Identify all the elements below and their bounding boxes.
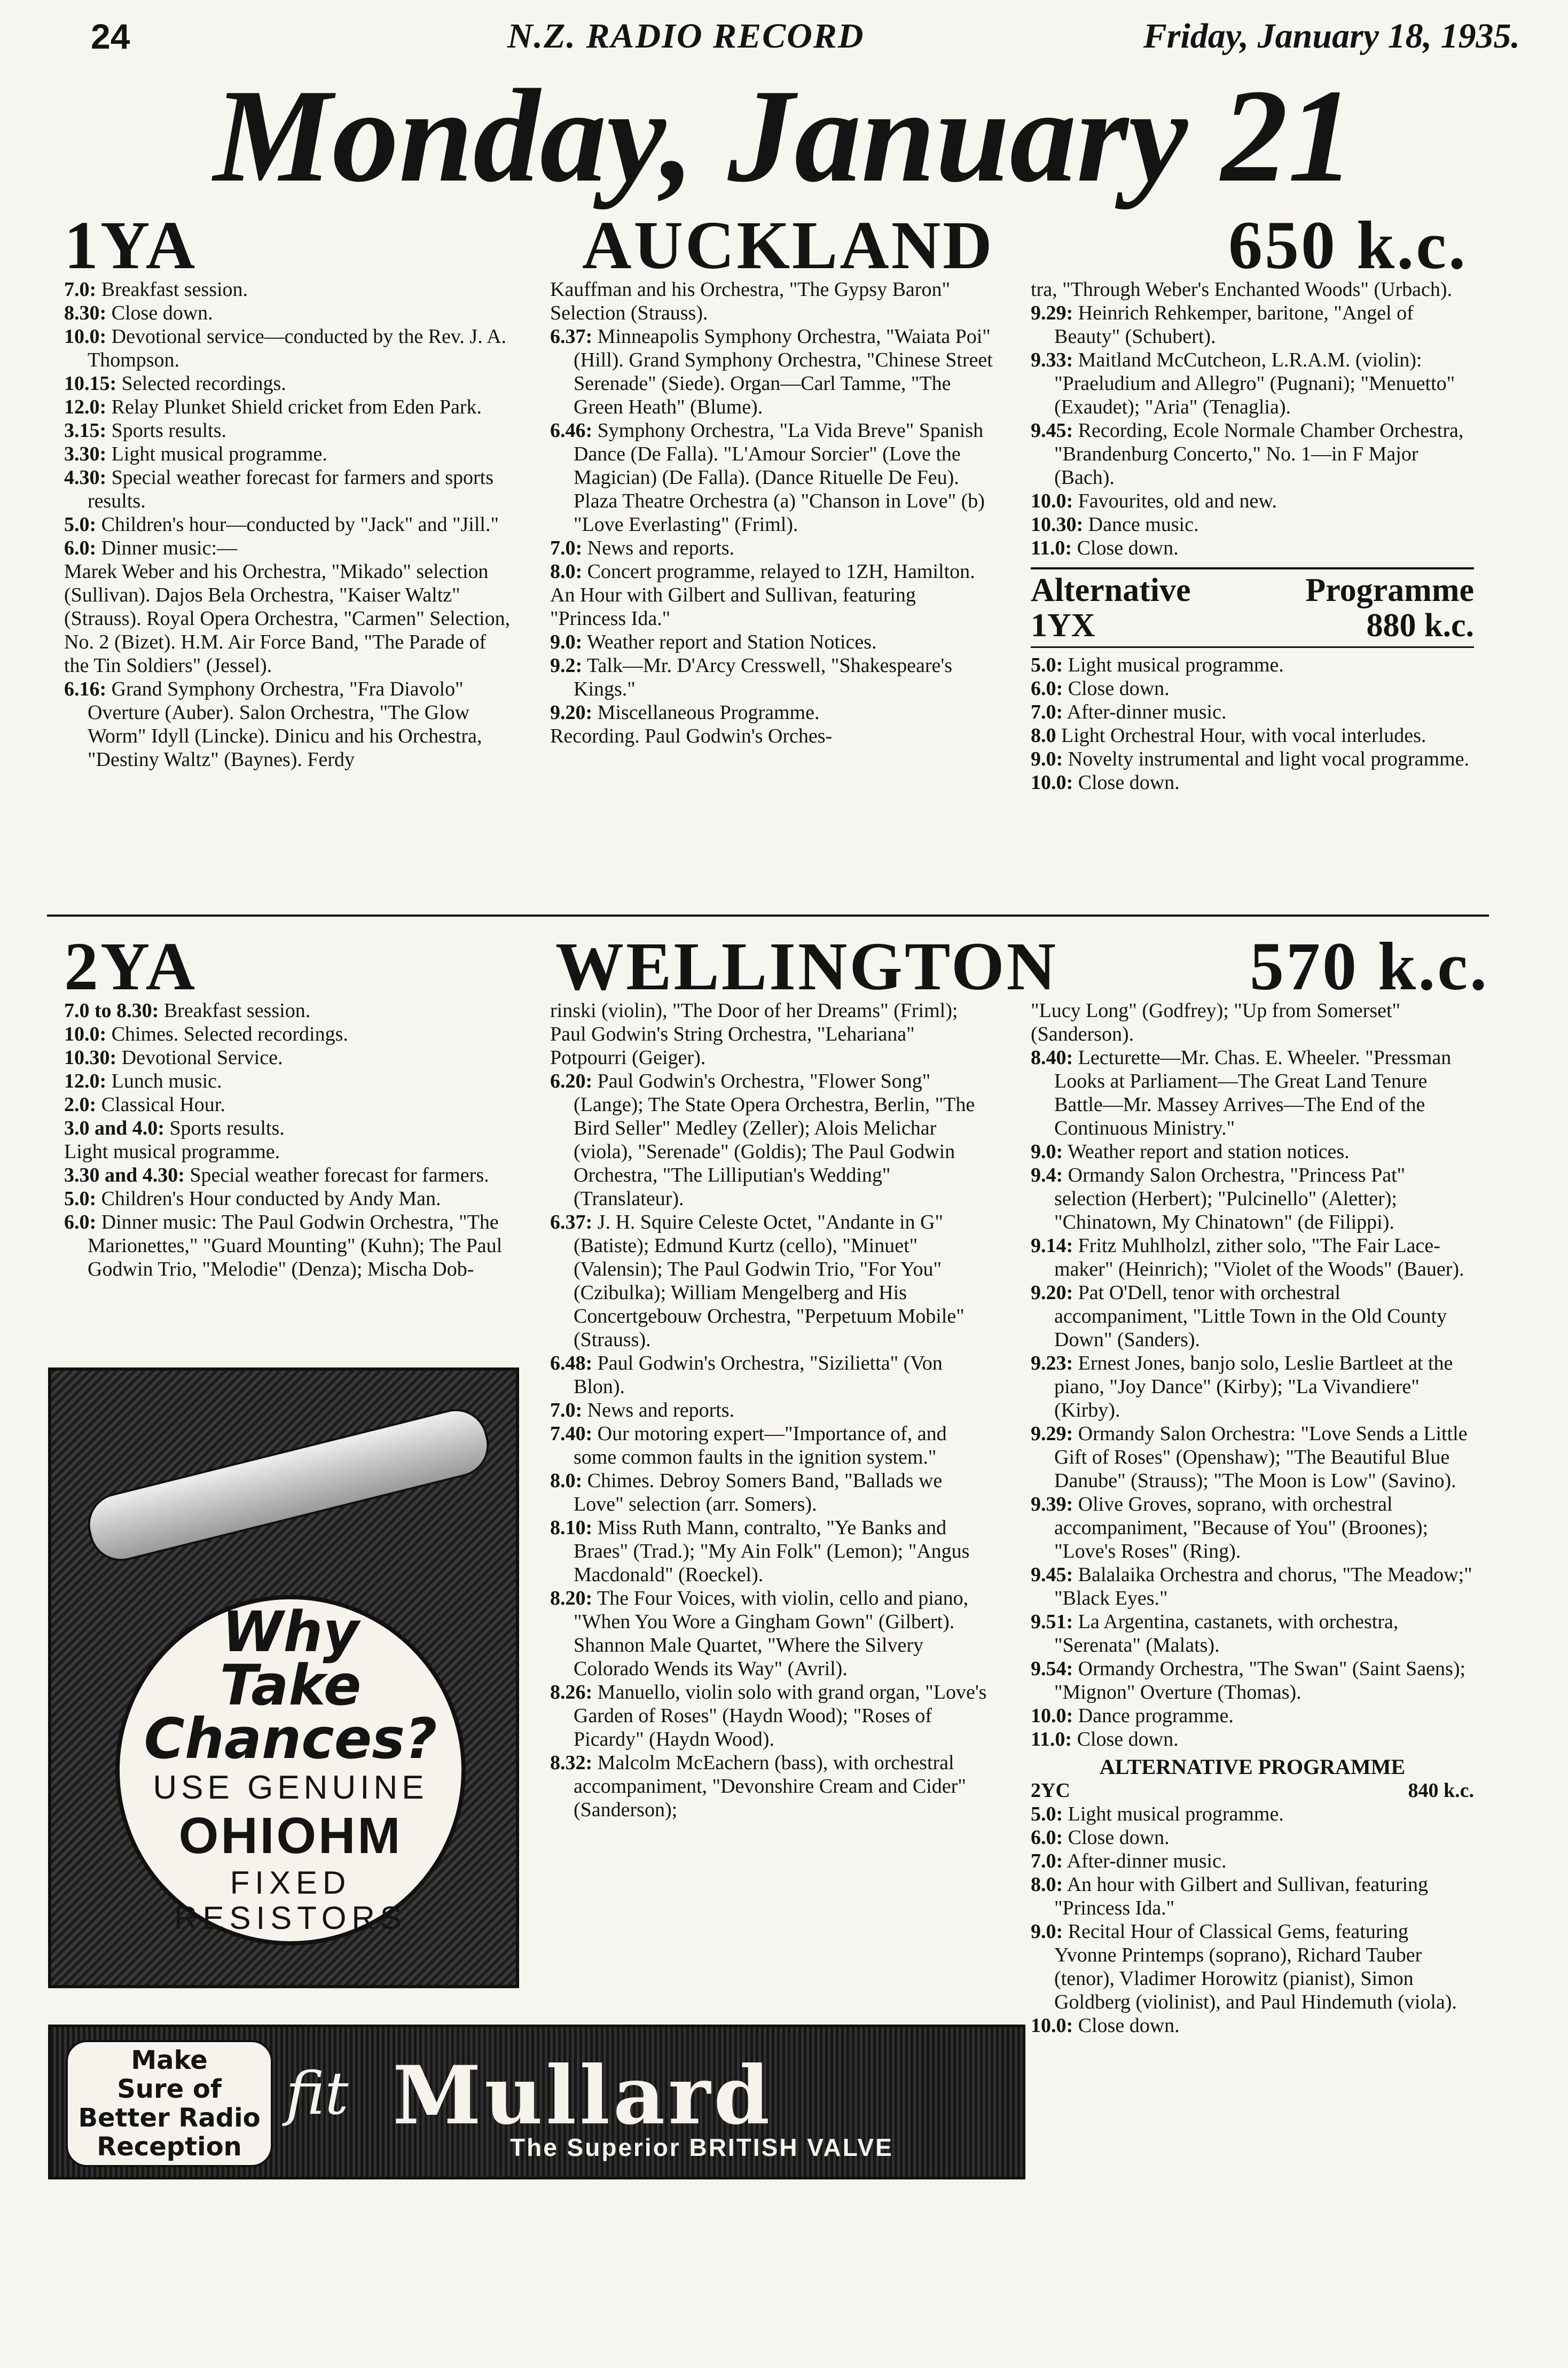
station-freq-2ya: 570 k.c. [1250,928,1489,1004]
programme-entry [1031,1163,1474,1234]
programme-entry [1031,1657,1474,1704]
programme-entry [64,1210,513,1281]
programme-entry [550,630,993,654]
programme-entry [550,1422,993,1469]
programme-entry [550,1210,993,1351]
programme-entry [1031,489,1474,513]
wellington-column-3 [1031,999,1474,2281]
entry-text: Marek Weber and his Orchestra, "Mikado" selection (Sullivan). Dajos Bela Orchestra, "Kaiser Waltz" (Strauss). Royal Opera Orchestra, "Carmen" Selection, No. 2 (Bizet). H.M. Air Force Band, "The Parade of the Tin Soldiers" (Jessel). [64,560,511,677]
entry-text: Breakfast session. [163,999,311,1022]
entry-time: 4.30: [64,466,107,489]
programme-entry [550,1516,993,1587]
slogan-line-1: Make [131,2045,208,2075]
entry-time: 9.14: [1031,1234,1073,1257]
entry-text: Pat O'Dell, tenor with orchestral accompaniment, "Little Town in the Old County Down" (Sanders). [1054,1281,1447,1351]
alt-label-programme: Programme [1305,572,1474,608]
entry-text: Maitland McCutcheon, L.R.A.M. (violin): "Praeludium and Allegro" (Pugnani); "Menuetto" (Exaudet); "Aria" (Tenaglia). [1054,349,1455,418]
entry-text: Weather report and Station Notices. [586,631,877,653]
entry-text: Devotional Service. [121,1046,283,1069]
programme-entry [1031,771,1474,794]
ad-headline-chances: Take Chances? [144,1652,437,1771]
programme-entry [64,1140,513,1163]
entry-time: 7.0: [1031,701,1063,723]
slogan-line-3: Better Radio [78,2103,261,2133]
programme-entry [550,1751,993,1822]
programme-entry [64,395,513,419]
entry-text: Dinner music: The Paul Godwin Orchestra, "The Marionettes," "Guard Mounting" (Kuhn); The Paul Godwin Trio, "Melodie" (Denza); Mischa Dob- [88,1211,503,1280]
entry-text: Novelty instrumental and light vocal programme. [1068,748,1470,770]
entry-text: Lunch music. [111,1070,222,1092]
programme-entry [1031,1849,1474,1873]
programme-entry [550,536,993,560]
station-call-1ya: 1YA [64,207,198,283]
ad-use-genuine: USE GENUINE [153,1769,428,1806]
entry-text: Paul Godwin's Orchestra, "Flower Song" (Lange); The State Opera Orchestra, Berlin, "The Bird Seller" Medley (Zeller); Alois Melichar (viola), "Serenade" (Goldis); The Paul Godwin Orchestra, "The Lilliputian's Wedding" (Translateur). [574,1070,975,1210]
auckland-column-1 [64,278,513,913]
entry-time: 6.48: [550,1352,593,1374]
programme-entry [1031,747,1474,771]
programme-entry [1031,1281,1474,1351]
entry-time: 8.10: [550,1517,593,1539]
programme-entry [1031,1704,1474,1728]
entry-time: 8.0 [1031,724,1056,747]
programme-entry [1031,278,1474,301]
programme-entry [1031,2014,1474,2037]
entry-text: Heinrich Rehkemper, baritone, "Angel of Beauty" (Schubert). [1054,302,1414,348]
station-call-2ya: 2YA [64,928,198,1004]
mullard-tagline: The Superior BRITISH VALVE [510,2133,893,2161]
entry-text: Light musical programme. [1068,1803,1284,1825]
entry-text: After-dinner music. [1067,1850,1227,1872]
entry-time: 9.33: [1031,349,1073,371]
entry-text: Manuello, violin solo with grand organ, "Love's Garden of Roses" (Haydn Wood); "Roses of Picardy" (Haydn Wood). [574,1681,987,1750]
programme-entry [1031,999,1474,1046]
programme-entry [64,1187,513,1210]
entry-text: J. H. Squire Celeste Octet, "Andante in G" (Batiste); Edmund Kurtz (cello), "Minuet" (Valensin); The Paul Godwin Trio, "For You" (Czibulka); William Mengelberg and His Concertgebouw Orchestra, "Perpetuum Mobile" (Strauss). [574,1211,965,1351]
entry-time: 9.4: [1031,1164,1063,1186]
programme-entry [64,560,513,677]
programme-entry [550,1069,993,1210]
entry-text: News and reports. [587,1399,735,1421]
programme-entry [1031,1826,1474,1849]
entry-time: 8.0: [550,560,583,583]
entry-time: 10.30: [64,1046,117,1069]
entry-text: Miscellaneous Programme. [597,701,820,724]
entry-text: Sports results. [169,1117,285,1139]
entry-text: Ormandy Salon Orchestra: "Love Sends a Little Gift of Roses" (Openshaw); "The Beautiful Blue Danube" (Strauss); "The Moon is Low" (Savino). [1054,1423,1468,1492]
page-number: 24 [91,17,130,56]
programme-entry [550,1469,993,1516]
entry-time: 8.30: [64,302,107,324]
entry-time: 9.29: [1031,1423,1073,1445]
entry-text: Olive Groves, soprano, with orchestral accompaniment, "Because of You" (Broones); "Love's Roses" (Ring). [1054,1493,1429,1562]
programme-entry [64,278,513,301]
programme-entry [1031,1422,1474,1492]
entry-text: Weather report and station notices. [1067,1140,1350,1163]
entry-text: Recital Hour of Classical Gems, featuring Yvonne Printemps (soprano), Richard Tauber (tenor), Vladimer Horowitz (pianist), Simon Goldberg (violinist), and Paul Hindemuth (viola). [1054,1920,1457,2013]
entry-text: Special weather forecast for farmers. [190,1164,489,1186]
programme-entry [64,1163,513,1187]
entry-time: 10.0: [64,1023,107,1045]
entry-time: 10.0: [1031,771,1073,794]
entry-time: 11.0: [1031,537,1072,559]
programme-entry [64,1069,513,1093]
entry-text: Selected recordings. [121,372,286,395]
entry-text: An Hour with Gilbert and Sullivan, featuring "Princess Ida." [550,584,916,630]
programme-entry [550,724,993,748]
entry-text: Light musical programme. [111,443,327,465]
entry-text: Close down. [1068,677,1170,700]
entry-time: 7.0: [1031,1850,1063,1872]
entry-time: 11.0: [1031,1728,1072,1750]
resistor-illustration [81,1402,496,1568]
entry-time: 8.26: [550,1681,593,1703]
entry-text: Symphony Orchestra, "La Vida Breve" Spanish Dance (De Falla). "L'Amour Sorcier" (Love the Magician) (De Falla). (Dance Rituelle De Feu). Plaza Theatre Orchestra (a) "Chanson in Love" (b) "Love Everlasting" (Friml). [574,419,985,536]
entry-time: 9.23: [1031,1352,1073,1374]
entry-time: 6.46: [550,419,593,442]
entry-text: Close down. [1068,1826,1170,1849]
entry-time: 5.0: [1031,654,1063,676]
entry-text: rinski (violin), "The Door of her Dreams" (Friml); Paul Godwin's String Orchestra, "Lehariana" Potpourri (Geiger). [550,999,958,1069]
entry-time: 9.29: [1031,302,1073,324]
entry-time: 3.30: [64,443,107,465]
alternative-programme-heading: ALTERNATIVE PROGRAMME [1099,1755,1406,1779]
programme-entry [1031,1563,1474,1610]
entry-time: 7.0: [550,537,583,559]
programme-entry [1031,1234,1474,1281]
programme-entry [1031,419,1474,489]
alt-freq-1yx: 880 k.c. [1366,607,1474,644]
entry-text: Talk—Mr. D'Arcy Cresswell, "Shakespeare's Kings." [574,654,952,700]
entry-time: 7.40: [550,1423,593,1445]
programme-entry [1031,653,1474,677]
entry-text: Close down. [1077,1728,1179,1750]
entry-text: Devotional service—conducted by the Rev. J. A. Thompson. [88,325,507,371]
programme-entry [64,536,513,560]
entry-time: 6.37: [550,1211,593,1233]
alt-freq-2yc: 840 k.c. [1408,1779,1474,1802]
entry-text: After-dinner music. [1067,701,1227,723]
entry-time: 10.30: [1031,513,1084,536]
entry-text: La Argentina, castanets, with orchestra, "Serenata" (Malats). [1054,1611,1399,1656]
entry-text: Paul Godwin's Orchestra, "Sizilietta" (Von Blon). [574,1352,943,1398]
programme-entry [550,654,993,701]
station-city-auckland: AUCKLAND [582,207,994,283]
alternative-programme-1yx [1031,567,1474,648]
programme-entry [64,1093,513,1116]
programme-entry [1031,1610,1474,1657]
ad-headline-why: Why [222,1599,359,1664]
alt-call-2yc: 2YC [1031,1779,1070,1802]
entry-time: 12.0: [64,1070,107,1092]
entry-time: 9.51: [1031,1611,1073,1633]
programme-entry [64,1022,513,1046]
programme-entry [1031,700,1474,724]
entry-text: Balalaika Orchestra and chorus, "The Meadow;" "Black Eyes." [1054,1564,1472,1609]
entry-time: 9.39: [1031,1493,1073,1515]
programme-entry [1031,536,1474,560]
entry-time: 5.0: [1031,1803,1063,1825]
entry-time: 3.15: [64,419,107,442]
entry-time: 9.20: [550,701,593,724]
programme-entry [64,1046,513,1069]
entry-time: 7.0 to 8.30: [64,999,159,1022]
entry-time: 6.0: [64,1211,97,1233]
entry-text: Ormandy Salon Orchestra, "Princess Pat" selection (Herbert); "Pulcinello" (Aletter); "Chinatown, My Chinatown" (de Filippi). [1054,1164,1406,1233]
entry-text: Recording, Ecole Normale Chamber Orchestra, "Brandenburg Concerto," No. 1—in F Major (Bach). [1054,419,1464,489]
entry-text: Dance programme. [1078,1705,1234,1727]
alt-label: Alternative [1031,572,1191,608]
entry-time: 2.0: [64,1093,97,1116]
entry-text: Breakfast session. [101,278,248,301]
entry-text: Ormandy Orchestra, "The Swan" (Saint Saens); "Mignon" Overture (Thomas). [1054,1658,1466,1703]
entry-time: 6.16: [64,678,107,700]
entry-text: Miss Ruth Mann, contralto, "Ye Banks and Braes" (Trad.); "My Ain Folk" (Lemon); "Angus Macdonald" (Roeckel). [574,1517,970,1586]
entry-text: Kauffman and his Orchestra, "The Gypsy Baron" Selection (Strauss). [550,278,950,324]
entry-time: 6.0: [1031,1826,1063,1849]
entry-text: Children's hour—conducted by "Jack" and "Jill." [101,513,499,536]
programme-entry [550,1587,993,1681]
entry-text: Close down. [1078,771,1180,794]
entry-time: 9.45: [1031,419,1073,442]
entry-time: 6.20: [550,1070,593,1092]
entry-text: tra, "Through Weber's Enchanted Woods" (Urbach). [1031,278,1453,301]
programme-entry [550,583,993,630]
programme-entry [1031,1140,1474,1163]
programme-entry [1031,1920,1474,2014]
entry-text: News and reports. [587,537,735,559]
publication-name: N.Z. RADIO RECORD [507,17,865,56]
entry-text: Chimes. Selected recordings. [111,1023,348,1045]
entry-text: Light Orchestral Hour, with vocal interludes. [1061,724,1426,747]
station-city-wellington: WELLINGTON [555,928,1058,1004]
entry-time: 8.40: [1031,1046,1073,1069]
entry-text: Children's Hour conducted by Andy Man. [101,1187,441,1210]
programme-entry [64,372,513,395]
entry-text: Minneapolis Symphony Orchestra, "Waiata Poi" (Hill). Grand Symphony Orchestra, "Chinese Street Serenade" (Siede). Organ—Carl Tamme, "The Green Heath" (Blume). [574,325,993,418]
programme-entry [1031,1873,1474,1920]
mullard-logo: Mullard [393,2049,773,2143]
entry-time: 12.0: [64,396,107,418]
entry-text: Ernest Jones, banjo solo, Leslie Bartleet at the piano, "Joy Dance" (Kirby); "La Vivandiere" (Kirby). [1054,1352,1453,1421]
entry-time: 9.54: [1031,1658,1073,1680]
programme-entry [1031,677,1474,700]
programme-entry [1031,301,1474,348]
entry-time: 9.0: [550,631,583,653]
programme-entry [64,1116,513,1140]
entry-time: 8.20: [550,1587,593,1609]
programme-entry [64,677,513,771]
entry-time: 10.0: [64,325,107,348]
entry-time: 9.45: [1031,1564,1073,1586]
entry-text: Light musical programme. [64,1140,280,1163]
entry-text: Malcolm McEachern (bass), with orchestral accompaniment, "Devonshire Cream and Cider" (Sanderson); [574,1752,966,1821]
entry-text: Recording. Paul Godwin's Orches- [550,725,833,747]
programme-entry [1031,1728,1474,1751]
mullard-slogan [66,2040,273,2167]
issue-date: Friday, January 18, 1935. [1143,17,1520,56]
ad-circle [115,1595,466,1945]
entry-time: 10.0: [1031,1705,1073,1727]
entry-text: Special weather forecast for farmers and sports results. [88,466,494,512]
programme-entry [550,1681,993,1751]
programme-entry [64,301,513,325]
programme-entry [550,325,993,419]
entry-text: Lecturette—Mr. Chas. E. Wheeler. "Pressman Looks at Parliament—The Great Land Tenure Battle—Mr. Massey Arrives—The End of the Continuous Ministry." [1054,1046,1452,1139]
entry-time: 9.20: [1031,1281,1073,1304]
programme-entry [550,999,993,1069]
entry-time: 8.32: [550,1752,593,1774]
entry-time: 8.0: [550,1470,583,1492]
programme-entry [64,325,513,372]
entry-time: 7.0: [550,1399,583,1421]
programme-entry [64,999,513,1022]
entry-time: 10.0: [1031,2014,1073,2037]
programme-entry [64,513,513,536]
ad-fixed: FIXED [230,1864,351,1901]
programme-entry [1031,513,1474,536]
entry-time: 5.0: [64,1187,97,1210]
entry-time: 6.0: [1031,677,1063,700]
station-freq-1ya: 650 k.c. [1228,207,1468,283]
programme-entry [550,560,993,583]
entry-text: Concert programme, relayed to 1ZH, Hamilton. [587,560,975,583]
slogan-line-2: Sure of [117,2074,222,2104]
section-divider [47,915,1489,917]
entry-time: 3.0 and 4.0: [64,1117,164,1139]
programme-entry [1031,1351,1474,1422]
entry-time: 6.37: [550,325,593,348]
programme-entry [1031,1492,1474,1563]
entry-text: Close down. [1077,537,1179,559]
entry-text: An hour with Gilbert and Sullivan, featuring "Princess Ida." [1054,1873,1429,1919]
slogan-line-4: Reception [97,2132,242,2162]
entry-text: Fritz Muhlholzl, zither solo, "The Fair Lace-maker" (Heinrich); "Violet of the Woods" (Bauer). [1054,1234,1464,1280]
entry-time: 5.0: [64,513,97,536]
entry-text: Sports results. [111,419,227,442]
alt-call-1yx: 1YX [1031,607,1095,644]
entry-time: 9.0: [1031,1920,1063,1943]
entry-text: Dinner music:— [101,537,238,559]
entry-text: Grand Symphony Orchestra, "Fra Diavolo" Overture (Auber). Salon Orchestra, "The Glow Worm" Idyll (Lincke). Dinicu and his Orchestra, "Destiny Waltz" (Baynes). Ferdy [88,678,482,771]
entry-time: 6.0: [64,537,97,559]
entry-text: Our motoring expert—"Importance of, and some common faults in the ignition system." [574,1423,947,1468]
entry-text: The Four Voices, with violin, cello and piano, "When You Wore a Gingham Gown" (Gilbert). Shannon Male Quartet, "Where the Silvery Colorado Wends its Way" (Avril). [574,1587,969,1680]
programme-entry [550,701,993,724]
entry-time: 9.0: [1031,1140,1063,1163]
entry-time: 9.2: [550,654,583,677]
entry-time: 9.0: [1031,748,1063,770]
entry-text: Close down. [1078,2014,1180,2037]
programme-entry [1031,348,1474,419]
entry-time: 3.30 and 4.30: [64,1164,185,1186]
entry-text: Relay Plunket Shield cricket from Eden Park. [111,396,482,418]
programme-entry [64,442,513,466]
programme-entry [550,1351,993,1398]
entry-text: Close down. [111,302,213,324]
entry-text: Chimes. Debroy Somers Band, "Ballads we Love" selection (arr. Somers). [574,1470,943,1515]
entry-text: Light musical programme. [1068,654,1284,676]
programme-entry [550,278,993,325]
entry-time: 10.15: [64,372,117,395]
ohiohm-logo: OHIOHM [178,1807,403,1864]
wellington-column-1 [64,999,513,1351]
programme-entry [1031,1802,1474,1826]
programme-entry [550,419,993,536]
mullard-fit-script: fit [286,2059,349,2128]
mullard-advertisement [48,2025,1025,2179]
entry-text: Classical Hour. [101,1093,225,1116]
entry-text: Favourites, old and new. [1078,490,1277,512]
auckland-column-3 [1031,278,1474,913]
programme-entry [550,1398,993,1422]
programme-entry [64,419,513,442]
entry-text: "Lucy Long" (Godfrey); "Up from Somerset" (Sanderson). [1031,999,1401,1045]
page-title: Monday, January 21 [213,62,1355,210]
entry-time: 8.0: [1031,1873,1063,1896]
entry-time: 10.0: [1031,490,1073,512]
programme-entry [1031,1046,1474,1140]
auckland-column-2 [550,278,993,913]
ohiohm-advertisement [48,1367,519,1988]
ad-resistors: RESISTORS [174,1900,407,1936]
programme-entry [1031,724,1474,747]
entry-time: 7.0: [64,278,97,301]
entry-text: Dance music. [1088,513,1199,536]
programme-entry [64,466,513,513]
